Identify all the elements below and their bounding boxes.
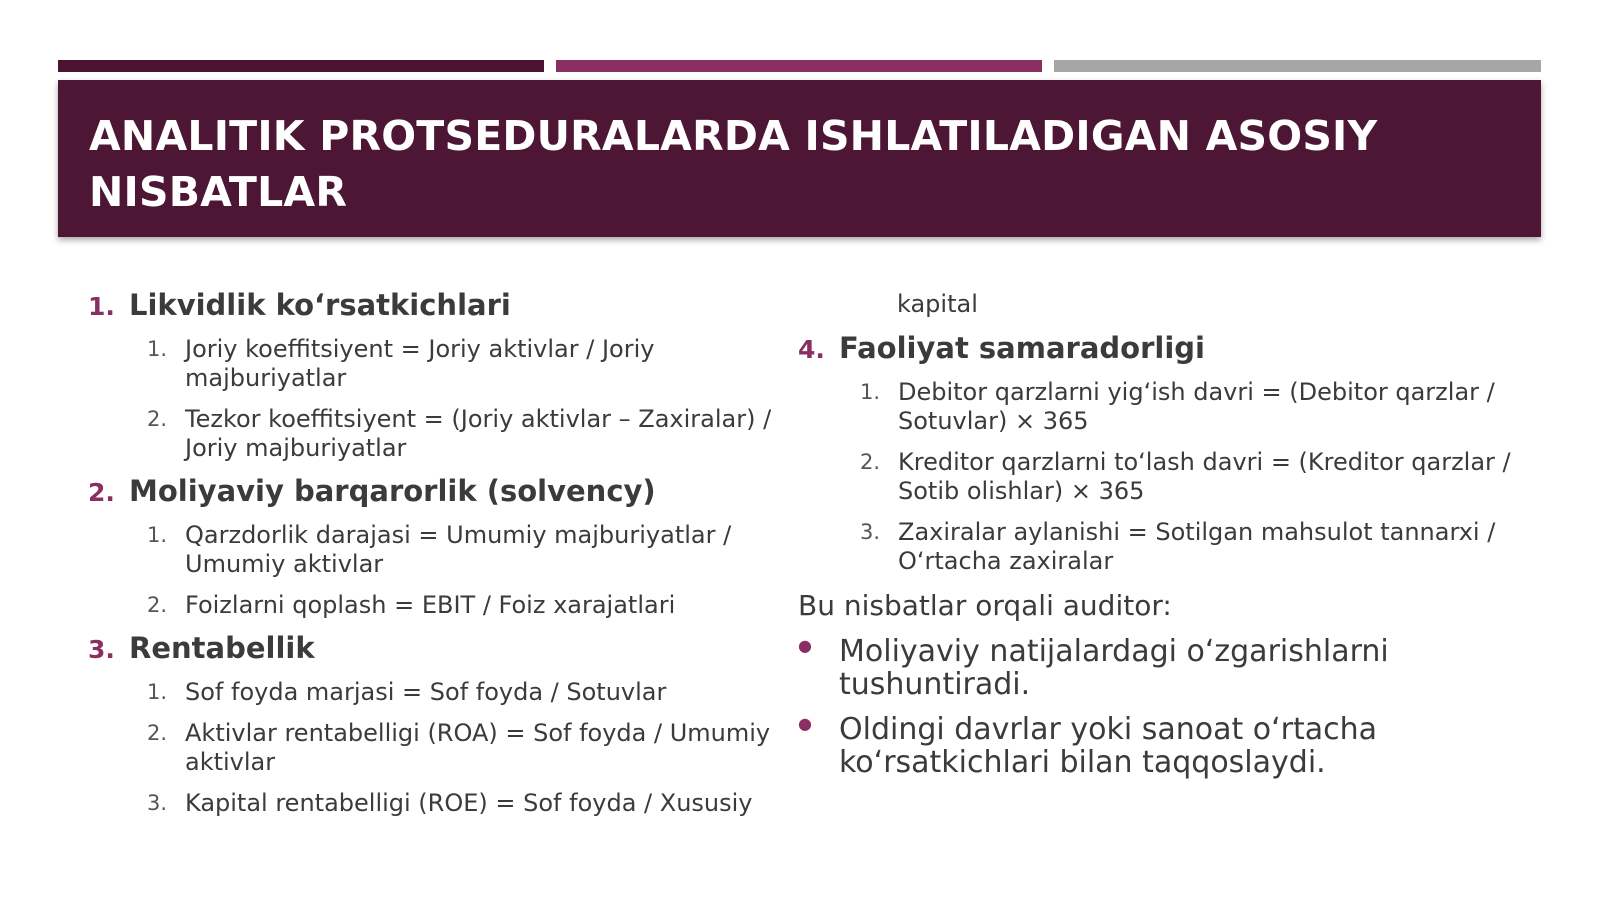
summary-lead: Bu nisbatlar orqali auditor: [798,589,1172,622]
section-title: Rentabellik [129,631,315,665]
item-number: 1. [147,337,168,361]
item-text: Kapital rentabelligi (ROE) = Sof foyda / Xususiy [185,789,753,817]
section-number: 2. [88,478,115,507]
bullet-text: Moliyaviy natijalardagi o‘zgarishlarni tushuntiradi. [839,634,1389,702]
bullet-dot-icon: ● [798,714,812,733]
item-number: 2. [860,450,881,474]
section-number: 1. [88,292,115,321]
summary-bullet [798,713,1518,779]
section-title: Likvidlik ko‘rsatkichlari [129,288,511,322]
list-item [147,591,788,620]
item-number: 1. [860,380,881,404]
item-number: 1. [147,680,168,704]
item-text: Foizlarni qoplash = EBIT / Foiz xarajatlari [185,591,676,619]
section-heading [88,288,788,324]
item-number: 2. [147,593,168,617]
item-text: Sof foyda marjasi = Sof foyda / Sotuvlar [185,678,667,706]
list-item [147,405,788,463]
section-heading [798,331,1518,367]
item-number: 1. [147,523,168,547]
section-number: 3. [88,635,115,664]
item-text: Aktivlar rentabelligi (ROA) = Sof foyda / Umumiy aktivlar [185,719,771,776]
slide-title: ANALITIK PROTSEDURALARDA ISHLATILADIGAN ASOSIY NISBATLAR [89,112,1378,216]
section-heading [88,474,788,510]
item-number: 2. [147,407,168,431]
bullet-text: Oldingi davrlar yoki sanoat o‘rtacha ko‘rsatkichlari bilan taqqoslaydi. [839,712,1378,780]
list-item [147,521,788,579]
bullet-dot-icon: ● [798,636,812,655]
accent-bar-gray [1054,60,1541,72]
accent-bar-dark [58,60,544,72]
item-text: Zaxiralar aylanishi = Sotilgan mahsulot tannarxi / O‘rtacha zaxiralar [898,518,1496,575]
title-banner [58,80,1541,237]
section-heading [88,631,788,667]
item-text: Joriy koeffitsiyent = Joriy aktivlar / Joriy majburiyatlar [185,335,655,392]
accent-bar-magenta [556,60,1042,72]
left-column [88,288,788,818]
summary-bullet [798,635,1518,701]
list-item [147,789,788,818]
item-number: 2. [147,721,168,745]
list-item [147,719,788,777]
section-title: Faoliyat samaradorligi [839,331,1205,365]
list-item [860,518,1518,576]
right-column [798,288,1518,779]
item-text: Tezkor koeffitsiyent = (Joriy aktivlar – Zaxiralar) / Joriy majburiyatlar [185,405,772,462]
item-number: 3. [860,520,881,544]
list-item [860,378,1518,436]
list-item [860,448,1518,506]
item-text: Debitor qarzlarni yig‘ish davri = (Debitor qarzlar / Sotuvlar) × 365 [898,378,1495,435]
item-text: Kreditor qarzlarni to‘lash davri = (Kreditor qarzlar / Sotib olishlar) × 365 [898,448,1511,505]
item-number: 3. [147,791,168,815]
list-item [147,678,788,707]
list-item [147,335,788,393]
section-title: Moliyaviy barqarorlik (solvency) [129,474,656,508]
continuation-text: kapital [897,290,978,318]
item-text: Qarzdorlik darajasi = Umumiy majburiyatlar / Umumiy aktivlar [185,521,732,578]
section-number: 4. [798,335,825,364]
